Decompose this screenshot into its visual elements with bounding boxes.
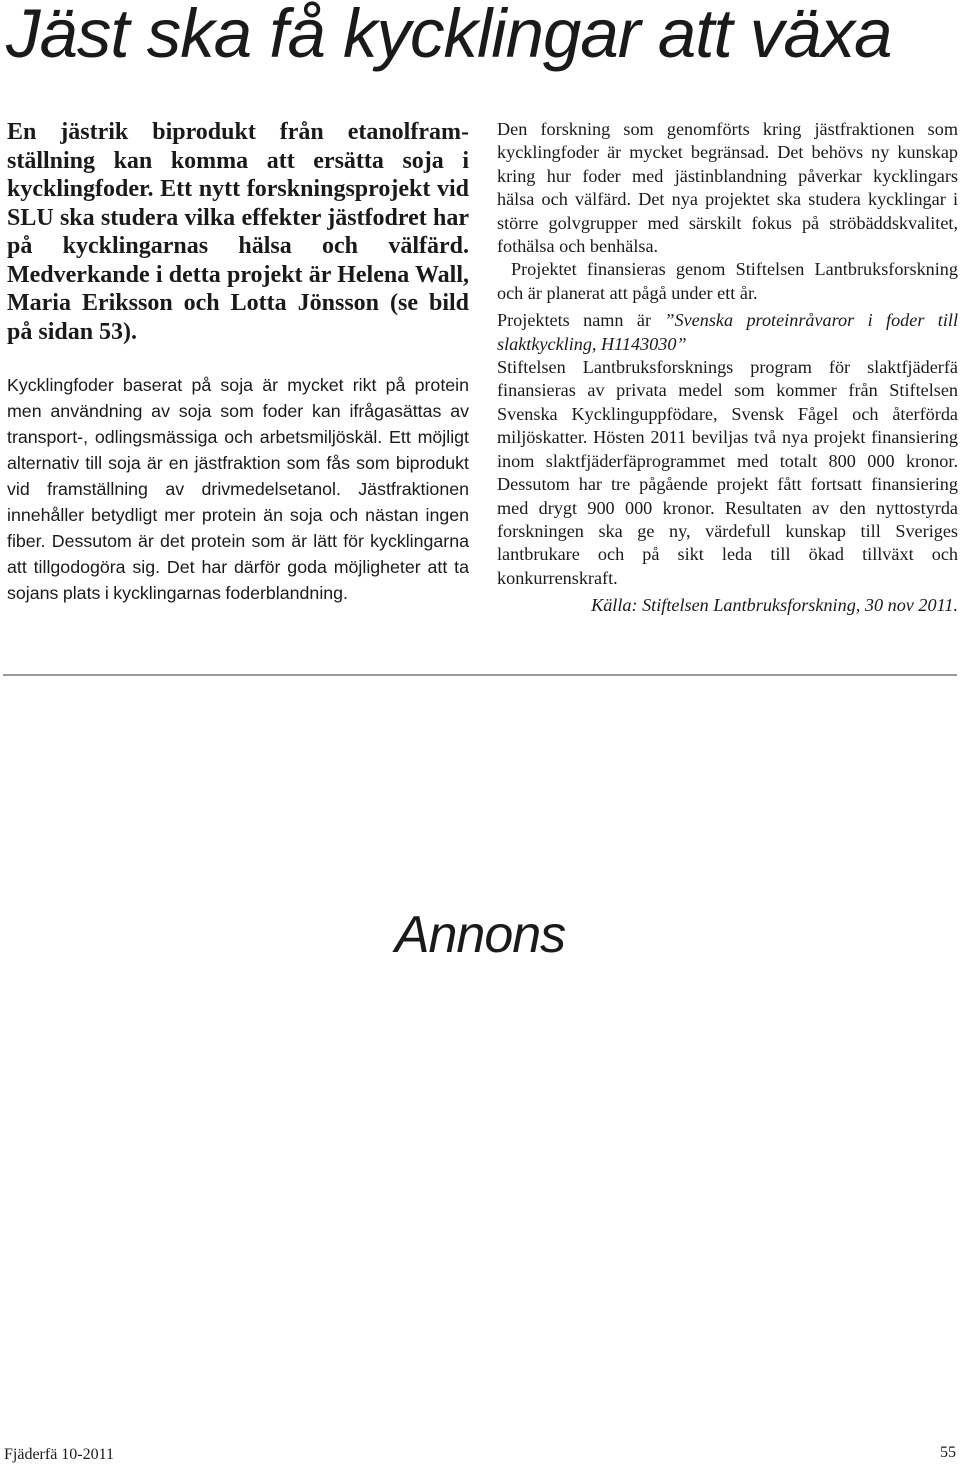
source-credit: Källa: Stiftelsen Lantbruksforskning, 30 nov 2011. <box>591 595 958 616</box>
body-paragraph-research: Den forskning som genomförts kring jästfraktionen som kycklingfoder är mycket begränsad. Det behövs ny kunskap kring hur foder med jästinblandning påverkar kycklingars hälsa och välfärd. Det nya projektet ska studera kycklingar i större golvgrupper med särskilt fokus på ströbäddskvalitet, fothälsa och benhälsa. <box>497 119 958 257</box>
section-divider <box>3 674 957 676</box>
body-paragraph-program: Stiftelsen Lantbruksforsknings program för slaktfjäderfä finansieras av privata medel som kommer från Stiftelsen Svenska Kycklinguppfödare, Svensk Fågel och återförda miljöskatter. Hösten 2011 beviljas två nya projekt finansiering inom slaktfjäderfäprogrammet med totalt 800 000 kronor. Dessutom har tre pågående projekt fått fortsatt finansiering med drygt 900 000 kronor. Resultaten av den nyttostyrda forskningen ska ge ny, värdefull kunskap till Sveriges lantbrukare och på sikt leda till ökad tillväxt och konkurrenskraft. <box>497 357 958 588</box>
right-column <box>497 118 958 618</box>
article-ingress: En jästrik biprodukt från etanolframställning kan komma att ersätta soja i kycklingfoder. Ett nytt forskningsprojekt vid SLU ska studera vilka effekter jästfodret har på kycklingarnas hälsa och välfärd. Medverkande i detta projekt är Helena Wall, Maria Eriksson och Lotta Jönsson (se bild på sidan 53). <box>7 119 469 345</box>
article-headline: Jäst ska få kycklingar att växa <box>6 0 892 72</box>
footer-page-number: 55 <box>940 1444 956 1461</box>
project-name-intro: Projektets namn är <box>497 310 665 331</box>
left-column <box>7 118 469 606</box>
body-paragraph-project-name <box>497 309 958 356</box>
ad-placeholder-label: Annons <box>394 906 566 964</box>
body-paragraph-funding: Projektet finansieras genom Stiftelsen Lantbruksforskning och är planerat att pågå under ett år. <box>497 259 958 303</box>
footer-publication: Fjäderfä 10-2011 <box>4 1446 115 1463</box>
body-text-left: Kycklingfoder baserat på soja är mycket rikt på protein men användning av soja som foder kan ifrågasättas av transport-, odlingsmässiga och arbetsmiljöskäl. Ett möjligt alternativ till soja är en jästfraktion som fås som biprodukt vid framställning av drivmedelsetanol. Jästfraktionen innehåller betydligt mer protein än soja och nästan ingen fiber. Dessutom är det protein som är lätt för kycklingarna att tillgodogöra sig. Det har därför goda möjligheter att ta sojans plats i kycklingarnas foderblandning. <box>7 375 469 603</box>
project-name: ”Svenska proteinråvaror i foder till slaktkyckling, H1143030” <box>497 310 958 354</box>
